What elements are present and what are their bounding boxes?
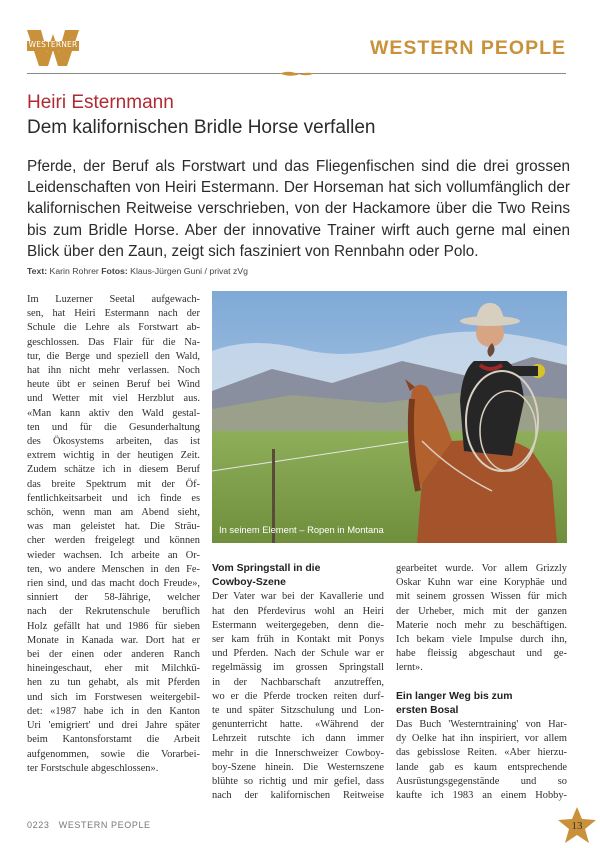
body-text-line: sinniert der 58-Jährige, welcher xyxy=(27,592,200,604)
body-text-line: in der Nachbarschaft anzutreffen, xyxy=(212,676,384,688)
body-text-line: mehr in die Innerschweizer Cowboy- xyxy=(212,747,384,759)
body-text-line: und sich im Forstwesen weitergebil- xyxy=(27,691,200,703)
body-text-line: wo er die Pferde trocken reiten durf- xyxy=(212,690,384,702)
body-text-line: Ausrüstungsgegenstände und so xyxy=(396,775,567,787)
page-number: 13 xyxy=(571,820,583,832)
article-kicker: Heiri Esternmann xyxy=(27,92,174,113)
body-text-line: der Urheber, mich mit der ganzen xyxy=(396,605,567,617)
footer-issue-number: 0223 xyxy=(27,820,50,830)
body-text-line: Holz gefällt hat und 1986 für sieben xyxy=(27,620,200,632)
body-text-line: geschlossen. Das Flair für die Na- xyxy=(27,336,200,348)
body-text-line: hat ihn nicht mehr verlassen. Noch xyxy=(27,365,200,377)
body-text-line: das breite Spektrum mit der Öf- xyxy=(27,478,200,490)
subheading-line: Ein langer Weg bis zum xyxy=(396,690,513,702)
body-text-line: rien sind, und das macht doch Freude», xyxy=(27,578,200,590)
article-credits xyxy=(27,266,248,276)
body-text-line: gearbeitet wurde. Vor allem Grizzly xyxy=(396,563,567,574)
subheading-line: Vom Springstall in die xyxy=(212,563,321,574)
body-text-line: regelmässig im grossen Springstall xyxy=(212,662,384,674)
body-text-line: dy Oelke hat ihn inspiriert, vor allem xyxy=(396,733,567,745)
subheading xyxy=(396,690,567,718)
credit-text-author: Karin Rohrer xyxy=(47,266,102,276)
body-text-line: wieder wachsen. Ich arbeite an Or- xyxy=(27,549,200,561)
body-column-3 xyxy=(396,562,567,803)
body-text-line: te und später Sitzschulung und Lon- xyxy=(212,705,384,717)
body-text-line: fentlichkeitsarbeit und ich finde es xyxy=(27,492,200,504)
body-text-line: lande gab es kaum entsprechende xyxy=(396,761,567,773)
footer-issue xyxy=(27,820,151,830)
body-text-line: beim Kantonsforstamt die Arbeit xyxy=(27,734,200,746)
body-text-line: Estermann weitergegeben, denn die- xyxy=(212,619,384,631)
body-text-line: aufgenommen, sowie die Vorarbei- xyxy=(27,748,200,760)
body-text-line: blühte so richtig und mir gefiel, dass xyxy=(212,776,384,788)
body-text-line: und Pferden. Nach der Schule war er xyxy=(212,648,384,660)
body-text-line: det: «1987 habe ich in den Kanton xyxy=(27,705,200,717)
body-text-line: extrem wichtig in der heutigen Zeit. xyxy=(27,450,200,462)
body-text-line: lernt». xyxy=(396,662,423,674)
article-lead: Pferde, der Beruf als Forstwart und das Fliegenfischen sind die drei grossen Leidenschaften von Heiri Estermann. Der Horseman hat sich vollumfänglich der kalifornischen Reitweise verschrieben, von der Hackamore über die Two Reins bis zum Bridle Horse. Aber der innovative Trainer wirft auch gerne mal einen Blick über den Zaun, zeigt sich fasziniert von Rennbahn oder Polo. xyxy=(27,158,570,260)
body-text-line: Im Luzerner Seetal aufgewach- xyxy=(27,294,200,305)
body-text-line: hineingeschaut, eher mit Milchkü- xyxy=(27,663,200,675)
body-text-line: hen zu tun gehabt, als mit Pferden xyxy=(27,677,200,689)
body-text-line: Der Vater war bei der Kavallerie und xyxy=(212,591,384,603)
paragraph-gap xyxy=(396,676,567,690)
body-text-line: habe fleissig abgeschaut und ge- xyxy=(396,648,567,660)
credit-photo-label: Fotos: xyxy=(101,266,128,276)
body-text-line: kaufte ich 1983 an einem Hobby- xyxy=(396,790,567,802)
body-text-line: schön, wenn man am Abend sieht, xyxy=(27,507,200,519)
body-text-line: Das Buch 'Westerntraining' von Har- xyxy=(396,719,567,731)
body-text-line: das gebisslose Reiten. «Aber hierzu- xyxy=(396,747,567,759)
credit-text-label: Text: xyxy=(27,266,48,276)
body-text-line: Ich bekam viele Impulse durch ihn, xyxy=(396,634,567,646)
footer-section: WESTERN PEOPLE xyxy=(58,820,151,830)
body-text-line: Lehrzeit rutschte ich dann immer xyxy=(212,733,384,745)
subheading xyxy=(212,562,384,590)
body-text-line: boy-Szene hinein. Die Westernszene xyxy=(212,761,384,773)
body-text-line: Schule die Lehre als Forstwart ab- xyxy=(27,322,200,334)
body-text-line: Oskar Kuhn war eine Koryphäe und xyxy=(396,577,567,589)
subheading-line: Cowboy-Szene xyxy=(212,577,286,589)
credit-photo-author: Klaus-Jürgen Guni / privat zVg xyxy=(127,266,248,276)
subheading-line: ersten Bosal xyxy=(396,704,459,716)
body-text-line: was man geleistet hat. Die Sträu- xyxy=(27,521,200,533)
body-column-2 xyxy=(212,562,384,803)
body-text-line: hat den Pferdevirus wohl an Heiri xyxy=(212,605,384,617)
body-text-line: sen, hat Heiri Estermann nach der xyxy=(27,308,200,320)
body-text-line: heute übt er seinen Beruf bei Wind xyxy=(27,379,200,391)
body-text-line: tur, die Berge und speziell den Wald, xyxy=(27,350,200,362)
photo-caption: In seinem Element – Ropen in Montana xyxy=(219,524,384,535)
body-text-line: ter Forstschule abgeschlossen». xyxy=(27,762,159,774)
body-text-line: und Wetter mit viel Herzblut aus. xyxy=(27,393,200,405)
body-text-line: Monate in Kanada war. Dort hat er xyxy=(27,634,200,646)
body-text-line: mit seinem grossen Wissen für mich xyxy=(396,591,567,603)
logo-text: WESTERNER xyxy=(28,40,78,49)
body-text-line: bei der einen oder anderen Ranch xyxy=(27,649,200,661)
divider-ornament-icon xyxy=(280,70,314,77)
body-text-line: nach der kalifornischen Reitweise xyxy=(212,790,384,802)
body-text-line: Materie noch mehr zu beschäftigen. xyxy=(396,619,567,631)
body-text-line: cher werden freigelegt und können xyxy=(27,535,200,547)
body-text-line: ten und für die Gesunderhaltung xyxy=(27,421,200,433)
section-title: WESTERN PEOPLE xyxy=(369,37,566,59)
body-text-line: des Ökosystems arbeiten, das ist xyxy=(27,436,200,448)
body-text-line: ser kam früh in Kontakt mit Ponys xyxy=(212,634,384,646)
article-headline: Dem kalifornischen Bridle Horse verfallen xyxy=(27,117,376,138)
body-text-line: Uri 'emigriert' und drei Jahre später xyxy=(27,720,200,732)
body-text-line: nach der Rekrutenschule beruflich xyxy=(27,606,200,618)
body-text-line: Zudem schätze ich in diesem Beruf xyxy=(27,464,200,476)
article-photo xyxy=(212,291,567,543)
body-text-line: ten, wo andere Menschen in den Fe- xyxy=(27,563,200,575)
body-text-line: «Man kann aktiv den Wald gestal- xyxy=(27,407,200,419)
body-column-1 xyxy=(27,293,200,776)
westerner-logo xyxy=(27,30,79,66)
body-text-line: genunterricht hatte. «Während der xyxy=(212,719,384,731)
horseman-roping-photo xyxy=(212,291,567,543)
